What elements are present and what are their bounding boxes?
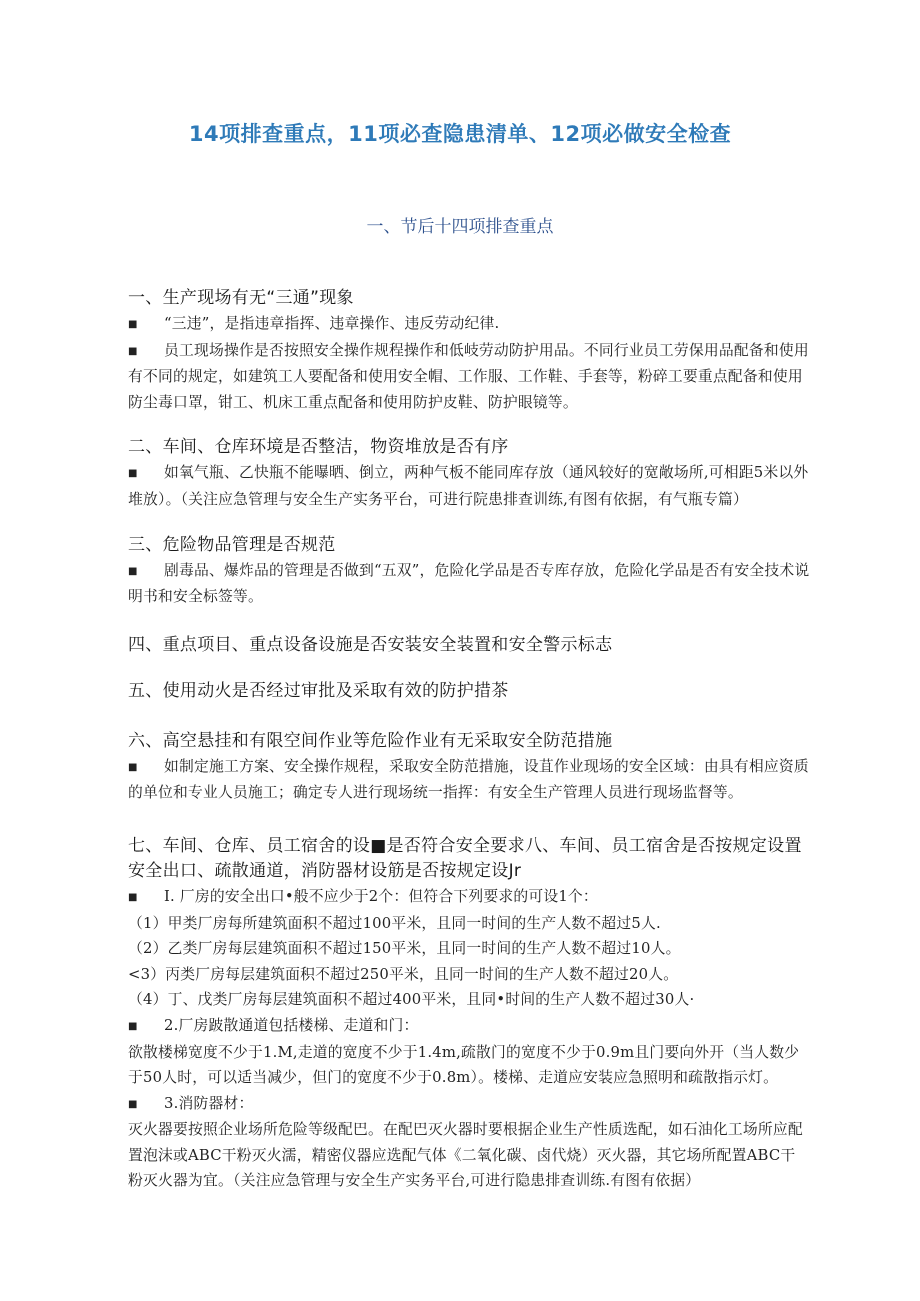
bullet-icon: ■ [128,761,138,773]
list-item: （2）乙类厂房每层建筑面积不超过150平米，且同一时间的生产人数不超过10人。 [128,940,681,958]
paragraph: ■ 如氧气瓶、乙快瓶不能曝晒、倒立，两种气板不能同库存放（通风较好的宽敞场所,可相距5米以外堆放）。（关注应急管理与安全生产实务平台，可进行院患排查训练,有图有依据，有气瓶专篇） [128,460,810,512]
section-subtitle: 一、节后十四项排查重点 [366,217,554,237]
heading-6: 六、高空悬挂和有限空间作业等危险作业有无采取安全防范措施 [128,730,613,751]
heading-5: 五、使用动火是否经过审批及采取有效的防护措茶 [128,680,509,701]
bullet-icon: ■ [128,1098,138,1110]
list-item: <3）丙类厂房每层建筑面积不超过250平米，且同一时间的生产人数不超过20人。 [128,965,679,983]
heading-3: 三、危险物品管理是否规范 [128,534,336,555]
list-item: ■ I. 厂房的安全出口•般不应少于2个：但符合下列要求的可设1个： [128,884,810,911]
paragraph: 灭火器要按照企业场所危险等级配巴。在配巴灭火器时要根据企业生产性质选配，如石油化工场所应配置泡沫或ABC干粉灭火濡，精密仪器应选配气体《二氧化碳、卤代烧）灭火器，其它场所配置ABC干粉灭火器为宜。（关注应急管理与安全生产实务平台,可进行隐患排查训练.有图有依据） [128,1121,803,1190]
heading-4: 四、重点项目、重点设备设施是否安装安全装置和安全警示标志 [128,634,613,655]
paragraph: ■ 员工现场操作是否按照安全操作规程操作和低岐劳动防护用品。不同行业员工劳保用品配备和使用有不同的规定，如建筑工人要配备和使用安全帽、工作服、工作鞋、手套等，粉碎工要重点配备和使用防尘毒口罩，钳工、机床工重点配备和使用防护皮鞋、防护眼镜等。 [128,338,810,416]
document-body [128,287,810,1194]
list-item: （4）丁、戊类厂房每层建筑面积不超过400平米，且同•时间的生产人数不超过30人· [128,991,695,1009]
document-title: 14项排查重点，11项必查隐患清单、12项必做安全检查 [188,122,732,146]
list-item: ■ 3.消防器材： [128,1091,810,1118]
paragraph: 欲散楼梯宽度不少于1.M,走道的宽度不少于1.4m,疏散门的宽度不少于0.9m且门要向外开（当人数少于50人时，可以适当减少，但门的宽度不少于0.8m）。楼梯、走道应安装应急照明和疏散指示灯。 [128,1043,800,1087]
bullet-icon: ■ [128,345,138,357]
list-item: ■ 2.厂房跛散通道包括楼梯、走道和门： [128,1013,810,1040]
bullet-icon: ■ [128,565,138,577]
heading-7: 七、车间、仓库、员工宿舍的设■是否符合安全要求八、车间、员工宿舍是否按规定设置安全出口、疏散通道，消防器材设筋是否按规定设Jr [128,835,802,881]
heading-2: 二、车间、仓库环境是否整洁，物资堆放是否有序 [128,437,509,458]
list-item: （1）甲类厂房每所建筑面积不超过100平米，且同一时间的生产人数不超过5人. [128,914,661,932]
bullet-icon: ■ [128,1020,138,1032]
bullet-icon: ■ [128,468,138,480]
bullet-icon: ■ [128,319,138,330]
paragraph: ■ 如制定施工方案、安全操作规程，采取安全防范措施，设苴作业现场的安全区域：由具有相应资质的单位和专业人员施工；确定专人进行现场统一指挥：有安全生产管理人员进行现场监督等。 [128,754,810,806]
heading-1: 一、生产现场有无“三通”现象 [128,288,354,308]
bullet-icon: ■ [128,891,138,903]
paragraph: ■ “三违”，是指违章指挥、违章操作、违反劳动纪律. [128,311,810,338]
paragraph: ■ 剧毒品、爆炸品的管理是否做到“五双”，危险化学品是否专库存放，危险化学品是否有安全技术说明书和安全标签等。 [128,558,810,610]
